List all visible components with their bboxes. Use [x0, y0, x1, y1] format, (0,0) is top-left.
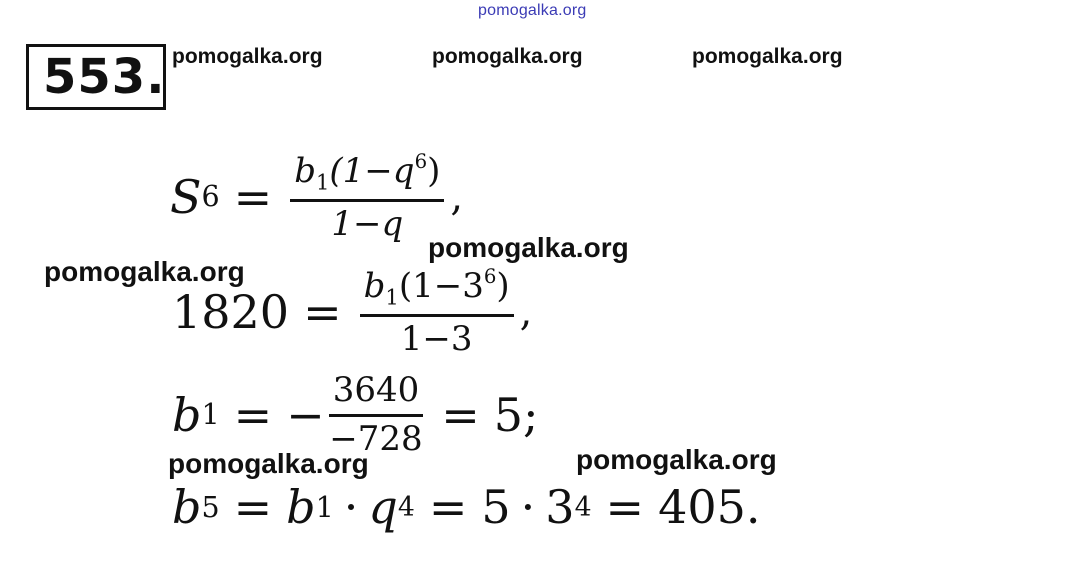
- eq2-comma: ,: [519, 288, 533, 335]
- eq4-equals-2: =: [428, 480, 468, 534]
- watermark-lower-left: pomogalka.org: [168, 448, 369, 479]
- eq4-term-5: 5: [481, 480, 511, 534]
- eq4-term-3-sup: 4: [574, 491, 592, 523]
- eq4-equals-3: =: [605, 480, 645, 534]
- eq3-minus: −: [286, 387, 325, 442]
- equation-4: [172, 480, 761, 534]
- eq1-denominator: 1−q: [331, 203, 404, 244]
- eq3-equals: =: [233, 387, 273, 442]
- watermark-top: pomogalka.org: [478, 2, 587, 19]
- watermark-header-2: pomogalka.org: [432, 45, 583, 68]
- eq3-lhs-sub: 1: [201, 398, 220, 431]
- eq2-lhs: 1820: [172, 284, 290, 339]
- problem-number-box: [26, 44, 166, 110]
- watermark-lower-right: pomogalka.org: [576, 444, 777, 475]
- eq4-term-b: b: [286, 480, 316, 534]
- eq3-result: 5;: [493, 387, 539, 442]
- eq4-lhs: b: [172, 480, 202, 534]
- eq1-lhs-sub: 6: [201, 180, 220, 214]
- watermark-header-3: pomogalka.org: [692, 45, 843, 68]
- eq3-equals-2: =: [441, 387, 480, 442]
- eq1-equals: =: [233, 169, 273, 224]
- eq4-result: 405.: [658, 480, 761, 534]
- eq1-numerator: $b_1(1-q^6)$: [294, 150, 441, 195]
- watermark-mid-center: pomogalka.org: [428, 232, 629, 263]
- eq1-fraction: [290, 150, 444, 244]
- equation-3: [172, 370, 539, 459]
- eq4-term-q-sup: 4: [397, 491, 415, 523]
- equation-1: [170, 150, 463, 244]
- eq2-numerator: $b_1(1-3^6)$: [363, 265, 510, 310]
- eq3-denominator: −728: [329, 419, 423, 459]
- eq4-term-q: q: [368, 480, 398, 534]
- eq2-fraction: [360, 265, 514, 359]
- watermark-header-1: pomogalka.org: [172, 45, 323, 68]
- eq2-equals: =: [303, 284, 342, 339]
- eq3-fraction: [329, 370, 424, 459]
- watermark-mid-left: pomogalka.org: [44, 256, 245, 287]
- eq4-dot-1: ·: [343, 480, 359, 534]
- equation-2: [172, 265, 532, 359]
- eq3-numerator: 3640: [332, 370, 420, 410]
- eq4-term-b-sub: 1: [315, 490, 334, 524]
- eq4-dot-2: ·: [520, 480, 536, 534]
- eq1-lhs: S: [170, 169, 202, 224]
- problem-number: 553.: [43, 49, 166, 105]
- eq2-denominator: 1−3: [400, 318, 473, 359]
- eq3-lhs: b: [172, 387, 202, 442]
- eq1-comma: ,: [450, 173, 464, 220]
- eq4-term-3: 3: [545, 480, 575, 534]
- eq4-equals: =: [233, 480, 273, 534]
- eq4-lhs-sub: 5: [201, 490, 220, 524]
